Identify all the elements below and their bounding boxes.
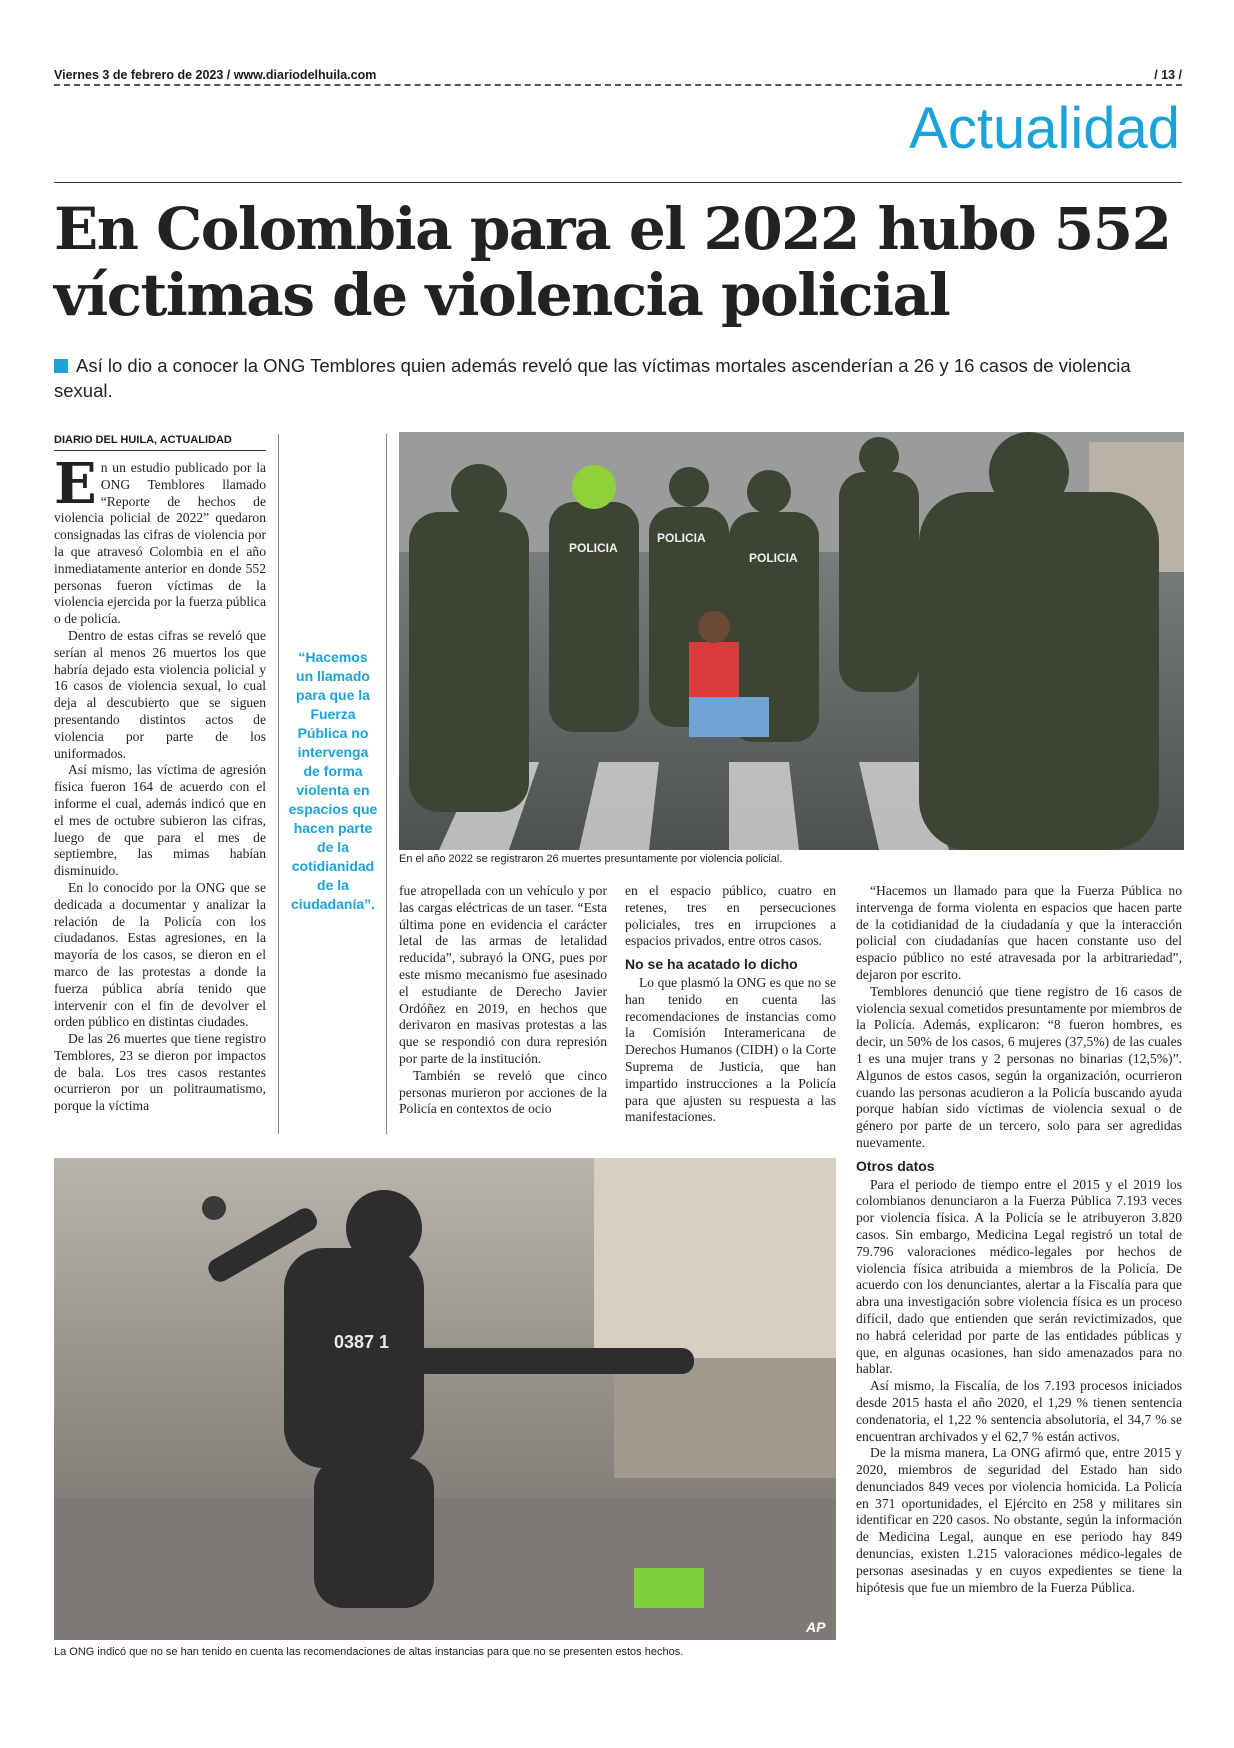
bullet-square-icon (54, 359, 68, 373)
section-subtitle: No se ha acatado lo dicho (625, 956, 798, 973)
paragraph: En un estudio publicado por la ONG Temblores llamado “Reporte de hechos de violencia policial de 2022” quedaron consignadas las cifras de violencia por la que atravesó Colombia en el año inmediatamente anterior en donde 552 personas fueron víctimas de la violencia ejercida por la fuerza pública o de policía. (54, 460, 266, 627)
paragraph: Así mismo, la Fiscalía, de los 7.193 procesos iniciados desde 2015 hasta el año 2020, el 1,29 % tienen sentencia condenatoria, el 1,22 % sentencia absolutoria, el 34,7 % se encuentran archivados y el 62,7 % están activos. (856, 1378, 1182, 1444)
paragraph: fue atropellada con un vehículo y por las cargas eléctricas de un taser. “Esta última pone en evidencia el carácter letal de las armas de letalidad reducida”, subrayó la ONG, pues por este mismo mecanismo fue asesinado el estudiante de Derecho Javier Ordóñez en 2019, en hechos que derivaron en masivas protestas a las que se respondió con dura represión por parte de la institución. (399, 883, 607, 1066)
pull-quote: “Hacemos un llamado para que la Fuerza Pública no intervenga de forma violenta en espacios que hacen parte de la cotidianidad de la ciudadanía”. (288, 649, 378, 912)
header-divider (54, 84, 1182, 86)
vest-label: POLICIA (749, 551, 798, 565)
drop-cap: E (54, 460, 97, 517)
paragraph: En lo conocido por la ONG que se dedicada a documentar y analizar la relación de la Policía con los ciudadanos. Estas agresiones, en la mayoría de los casos, se dieron en el marco de las protestas a donde la fuerza pública abría tenido que intervenir con el fin de devolver el orden público en distintas ciudades. (54, 879, 266, 1030)
paragraph: Dentro de estas cifras se reveló que serían al menos 26 muertos los que habría dejado esta violencia policial y 16 casos de violencia sexual, lo cual deja al descubierto que se siguen presentando distintos actos de violencia por parte de los uniformados. (54, 627, 266, 761)
column-2 (399, 883, 607, 1137)
section-title: Actualidad (909, 96, 1180, 161)
paragraph: Temblores denunció que tiene registro de 16 casos de violencia sexual cometidos presuntamente por miembros de la Policía. Además, explicaron: “8 fueron hombres, es decir, un 50% de los casos, 6 mujeres (37,5%) de las cuales 1 es una mujer trans y 2 personas no binarias (12,5%)”. Algunos de estos casos, según la organización, ocurrieron cuando las personas acudieron a la Policía buscando ayuda porque habían sido víctimas de violencia sexual o de género por parte de un tercero, solo para ser agredidas nuevamente. (856, 983, 1182, 1150)
paragraph: Así mismo, las víctima de agresión física fueron 164 de acuerdo con el informe el cual, además indicó que en el mes de octubre subieron las cifras, luego de que para el mes de septiembre, las mimas habían disminuido. (54, 762, 266, 879)
article-headline: En Colombia para el 2022 hubo 552 víctimas de violencia policial (54, 195, 1171, 329)
photo-credit: AP (806, 1619, 826, 1635)
subhead-text: Así lo dio a conocer la ONG Temblores quien además reveló que las víctimas mortales ascenderían a 26 y 16 casos de violencia sexual. (54, 355, 1131, 401)
section-subtitle: Otros datos (856, 1157, 935, 1174)
article-subhead (54, 353, 1182, 403)
column-divider (386, 434, 387, 1134)
paragraph: en el espacio público, cuatro en retenes, tres en persecuciones policiales, tres en irrupciones a espacios privados, entre otros casos. (625, 883, 836, 949)
section-rule (54, 182, 1182, 183)
vest-label: POLICIA (657, 531, 706, 545)
paragraph: Para el periodo de tiempo entre el 2015 y el 2019 los colombianos denunciaron a la Fuerza Pública 7.193 veces por violencia física. A la Policía se le atribuyeron 3.820 casos. Sin embargo, Medicina Legal registró un total de 79.796 valoraciones médico-legales por hechos de violencia física atribuida a miembros de la Policía. De acuerdo con los denunciantes, alertar a la Fiscalía para que abra una investigación sobre violencia física es un proceso difícil, dado que entienden que serán revictimizados, que no habrá celeridad por parte de las entidades públicas y que, en algunas ocasiones, han sido amenazados para no hablar. (856, 1176, 1182, 1377)
column-3 (625, 883, 836, 1137)
vest-label: POLICIA (569, 541, 618, 555)
column-divider (278, 434, 279, 1134)
paragraph: Lo que plasmó la ONG es que no se han tenido en cuenta las recomendaciones de instancias como la Comisión Interamericana de Derechos Humanos (CIDH) o la Corte Suprema de Justicia, que han impartido instrucciones a la Policía para que ajusten su respuesta a las manifestaciones. (625, 974, 836, 1125)
page-number: / 13 / (1154, 68, 1182, 82)
badge-number: 0387 1 (334, 1332, 390, 1352)
riot-police-photo (54, 1158, 836, 1640)
photo2-caption: La ONG indicó que no se han tenido en cuenta las recomendaciones de altas instancias para que no se presenten estos hechos. (54, 1646, 684, 1658)
byline: DIARIO DEL HUILA, ACTUALIDAD (54, 434, 266, 451)
police-arrest-photo (399, 432, 1184, 850)
issue-date: Viernes 3 de febrero de 2023 / www.diariodelhuila.com (54, 68, 377, 82)
paragraph: De la misma manera, La ONG afirmó que, entre 2015 y 2020, miembros de seguridad del Estado han sido denunciados 849 veces por violencia homicida. La Policía en 371 oportunidades, el Ejército en 258 y militares sin identificar en 220 casos. No obstante, según la información de Medicina Legal, aunque en ese periodo hay 849 denuncias, existen 1.215 valoraciones médico-legales de personas asesinadas y en cuyos expedientes se tiene la hipótesis que fue un miembro de la Fuerza Pública. (856, 1445, 1182, 1595)
column-4 (856, 883, 1182, 1678)
paragraph: También se reveló que cinco personas murieron por acciones de la Policía en contextos de ocio (399, 1067, 607, 1117)
header-bar (54, 68, 1182, 84)
column-1 (54, 460, 266, 1136)
photo1-caption: En el año 2022 se registraron 26 muertes presuntamente por violencia policial. (399, 853, 783, 865)
paragraph: De las 26 muertes que tiene registro Temblores, 23 se dieron por impactos de bala. Los tres casos restantes ocurrieron por un politraumatismo, porque la víctima (54, 1031, 266, 1114)
paragraph: “Hacemos un llamado para que la Fuerza Pública no intervenga de forma violenta en espacios que hacen parte de la cotidianidad de la ciudadanía y que la interacción policial con ciudadanías que hacen constante uso del espacio público no esté atravesada por la arbitrariedad”, dejaron por escrito. (856, 883, 1182, 982)
